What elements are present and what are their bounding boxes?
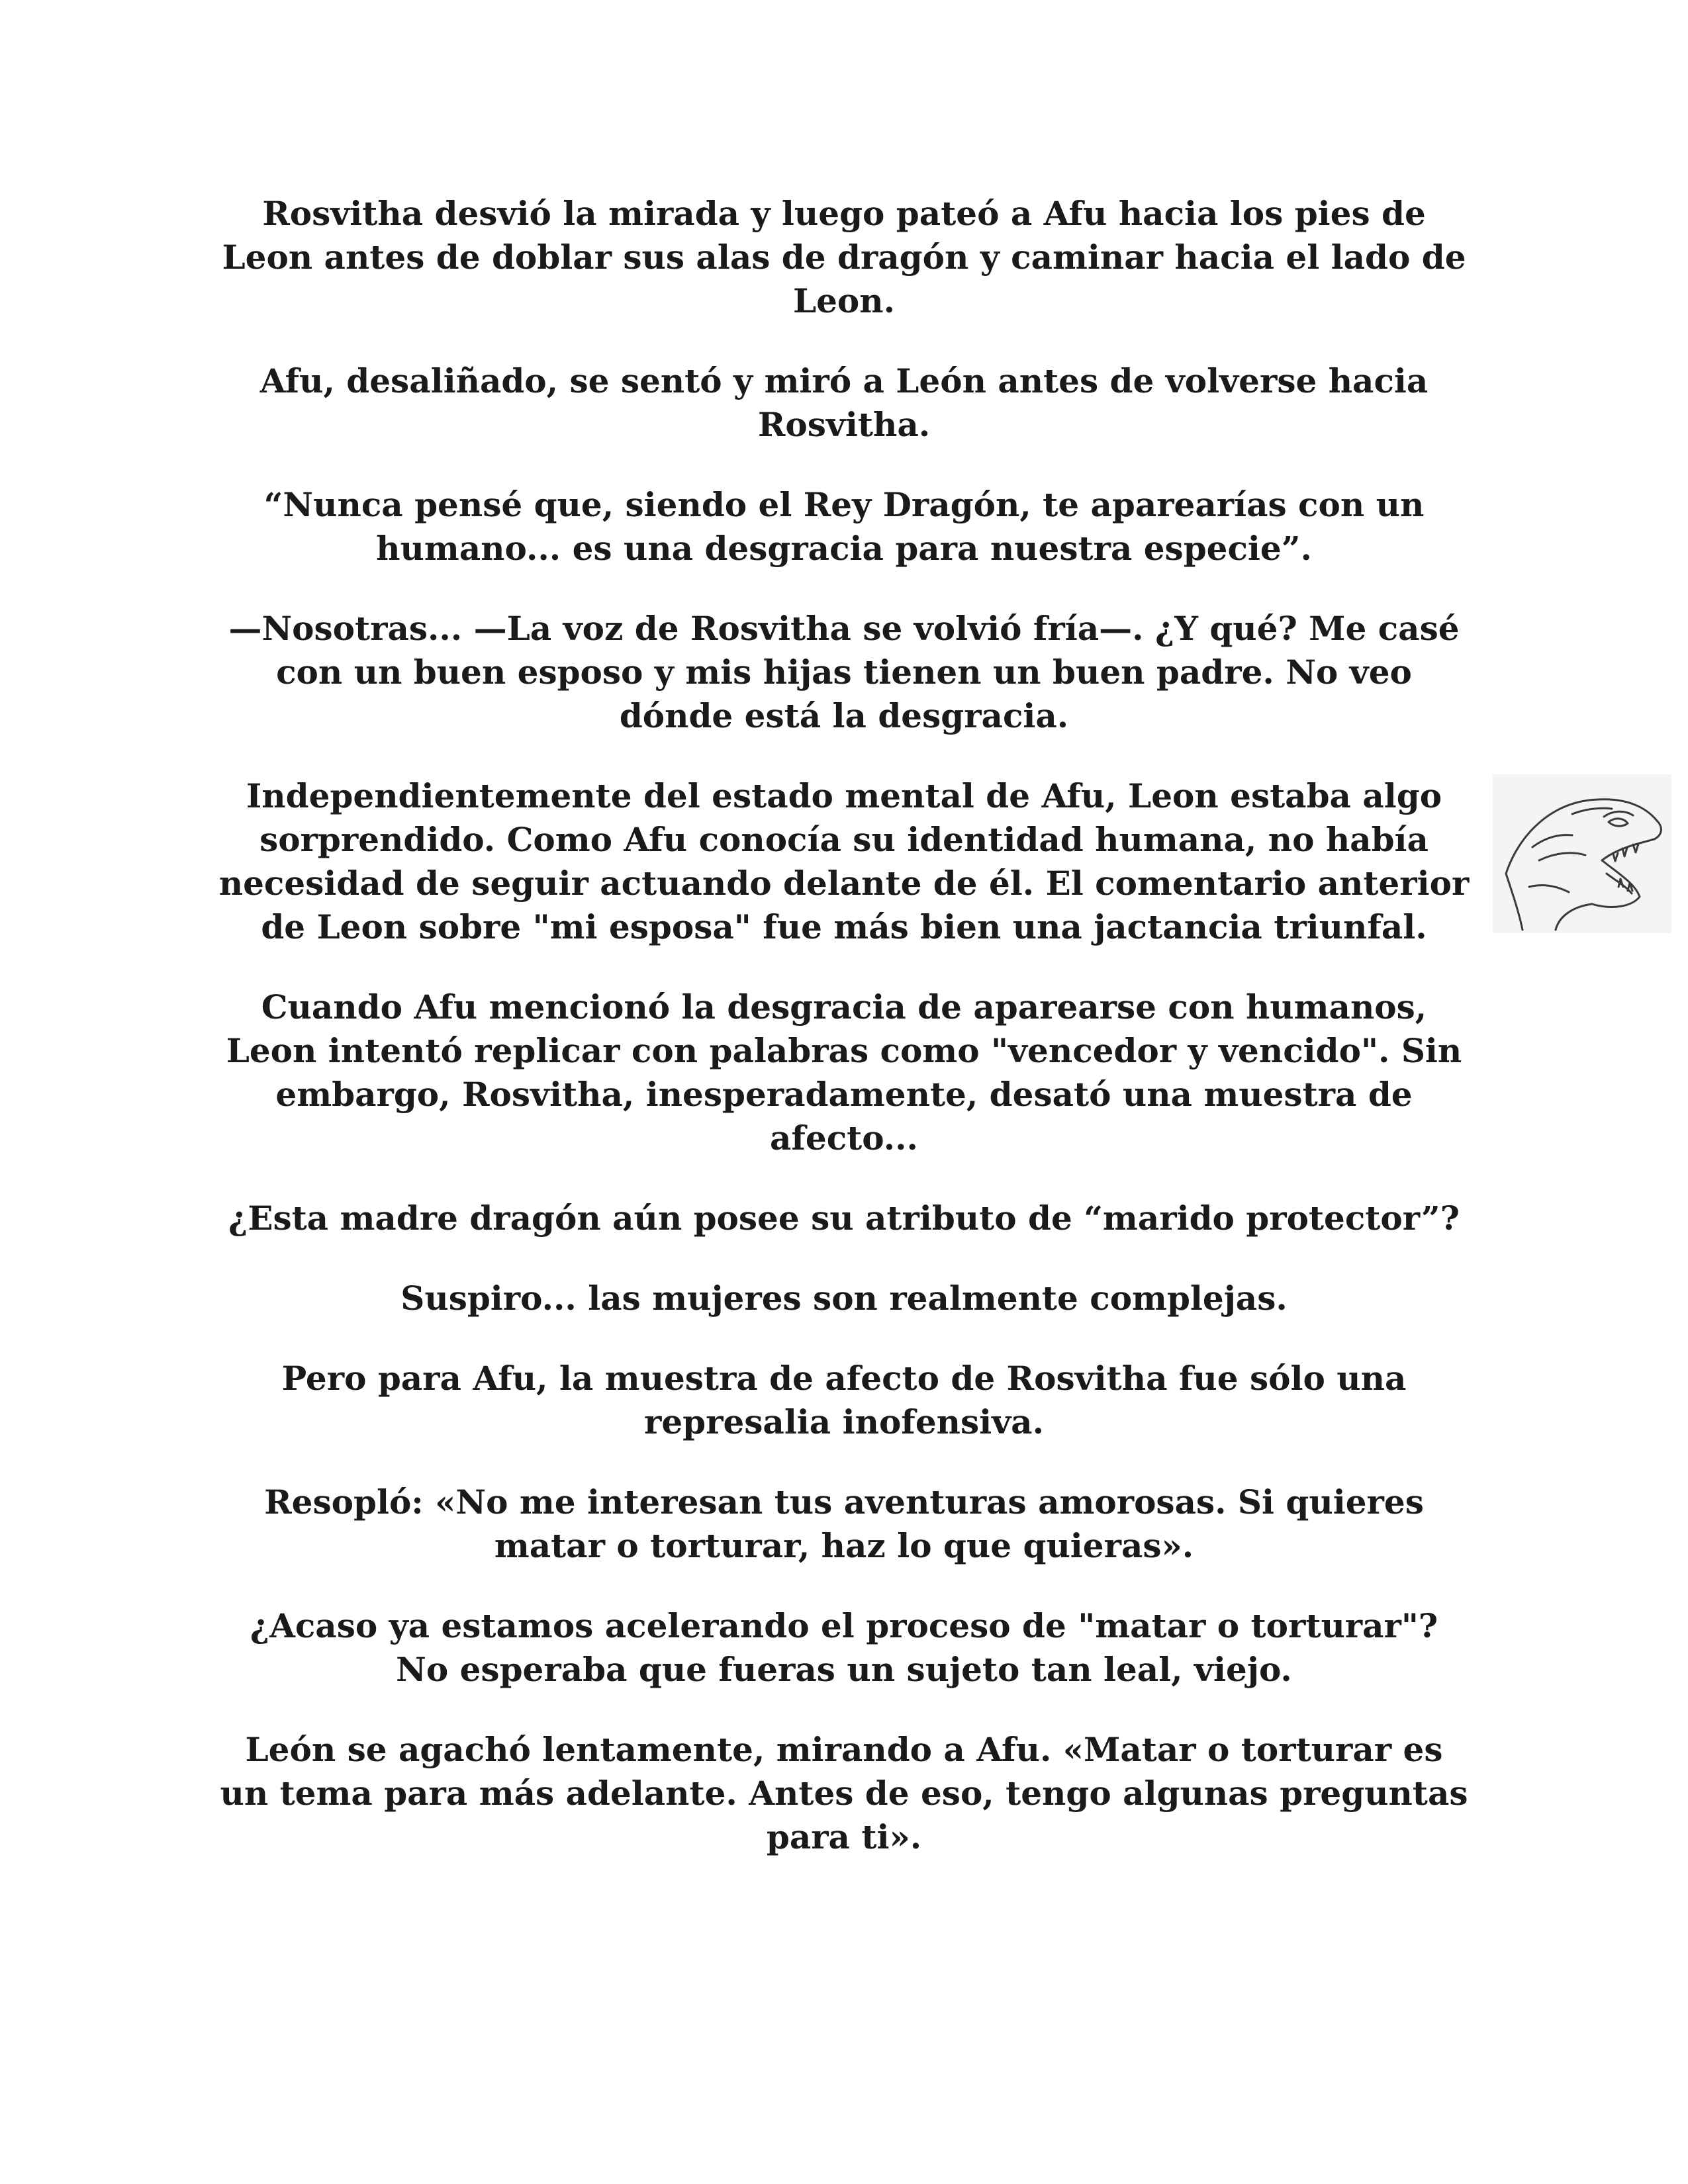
paragraph: Resopló: «No me interesan tus aventuras amorosas. Si quieres matar o torturar, haz lo que quieras». (264, 1482, 1424, 1565)
paragraph: —Nosotras... —La voz de Rosvitha se volvió fría—. ¿Y qué? Me casé con un buen esposo y mis hijas tienen un buen padre. No veo dónde está la desgracia. (228, 609, 1460, 735)
dinosaur-head-sketch-icon (1493, 774, 1671, 933)
paragraph: “Nunca pensé que, siendo el Rey Dragón, te aparearías con un humano... es una desgracia para nuestra especie”. (263, 485, 1425, 568)
story-text (218, 192, 1470, 1895)
paragraph: Rosvitha desvió la mirada y luego pateó a Afu hacia los pies de Leon antes de doblar sus alas de dragón y caminar hacia el lado de Leon. (222, 194, 1466, 320)
paragraph: León se agachó lentamente, mirando a Afu. «Matar o torturar es un tema para más adelante. Antes de eso, tengo algunas preguntas para ti». (220, 1730, 1468, 1856)
paragraph: Suspiro... las mujeres son realmente complejas. (400, 1279, 1288, 1318)
paragraph: Afu, desaliñado, se sentó y miró a León antes de volverse hacia Rosvitha. (259, 361, 1429, 444)
paragraph: Cuando Afu mencionó la desgracia de aparearse con humanos, Leon intentó replicar con palabras como "vencedor y vencido". Sin embargo, Rosvitha, inesperadamente, desató una muestra de afecto... (226, 987, 1462, 1158)
paragraph: ¿Acaso ya estamos acelerando el proceso de "matar o torturar"? No esperaba que fueras un sujeto tan leal, viejo. (250, 1606, 1438, 1689)
paragraph: Pero para Afu, la muestra de afecto de Rosvitha fue sólo una represalia inofensiva. (281, 1359, 1407, 1441)
paragraph: Independientemente del estado mental de Afu, Leon estaba algo sorprendido. Como Afu conocía su identidad humana, no había necesidad de seguir actuando delante de él. El comentario anterior de Leon sobre "mi esposa" fue más bien una jactancia triunfal. (218, 776, 1470, 946)
paragraph: ¿Esta madre dragón aún posee su atributo de “marido protector”? (228, 1199, 1460, 1238)
